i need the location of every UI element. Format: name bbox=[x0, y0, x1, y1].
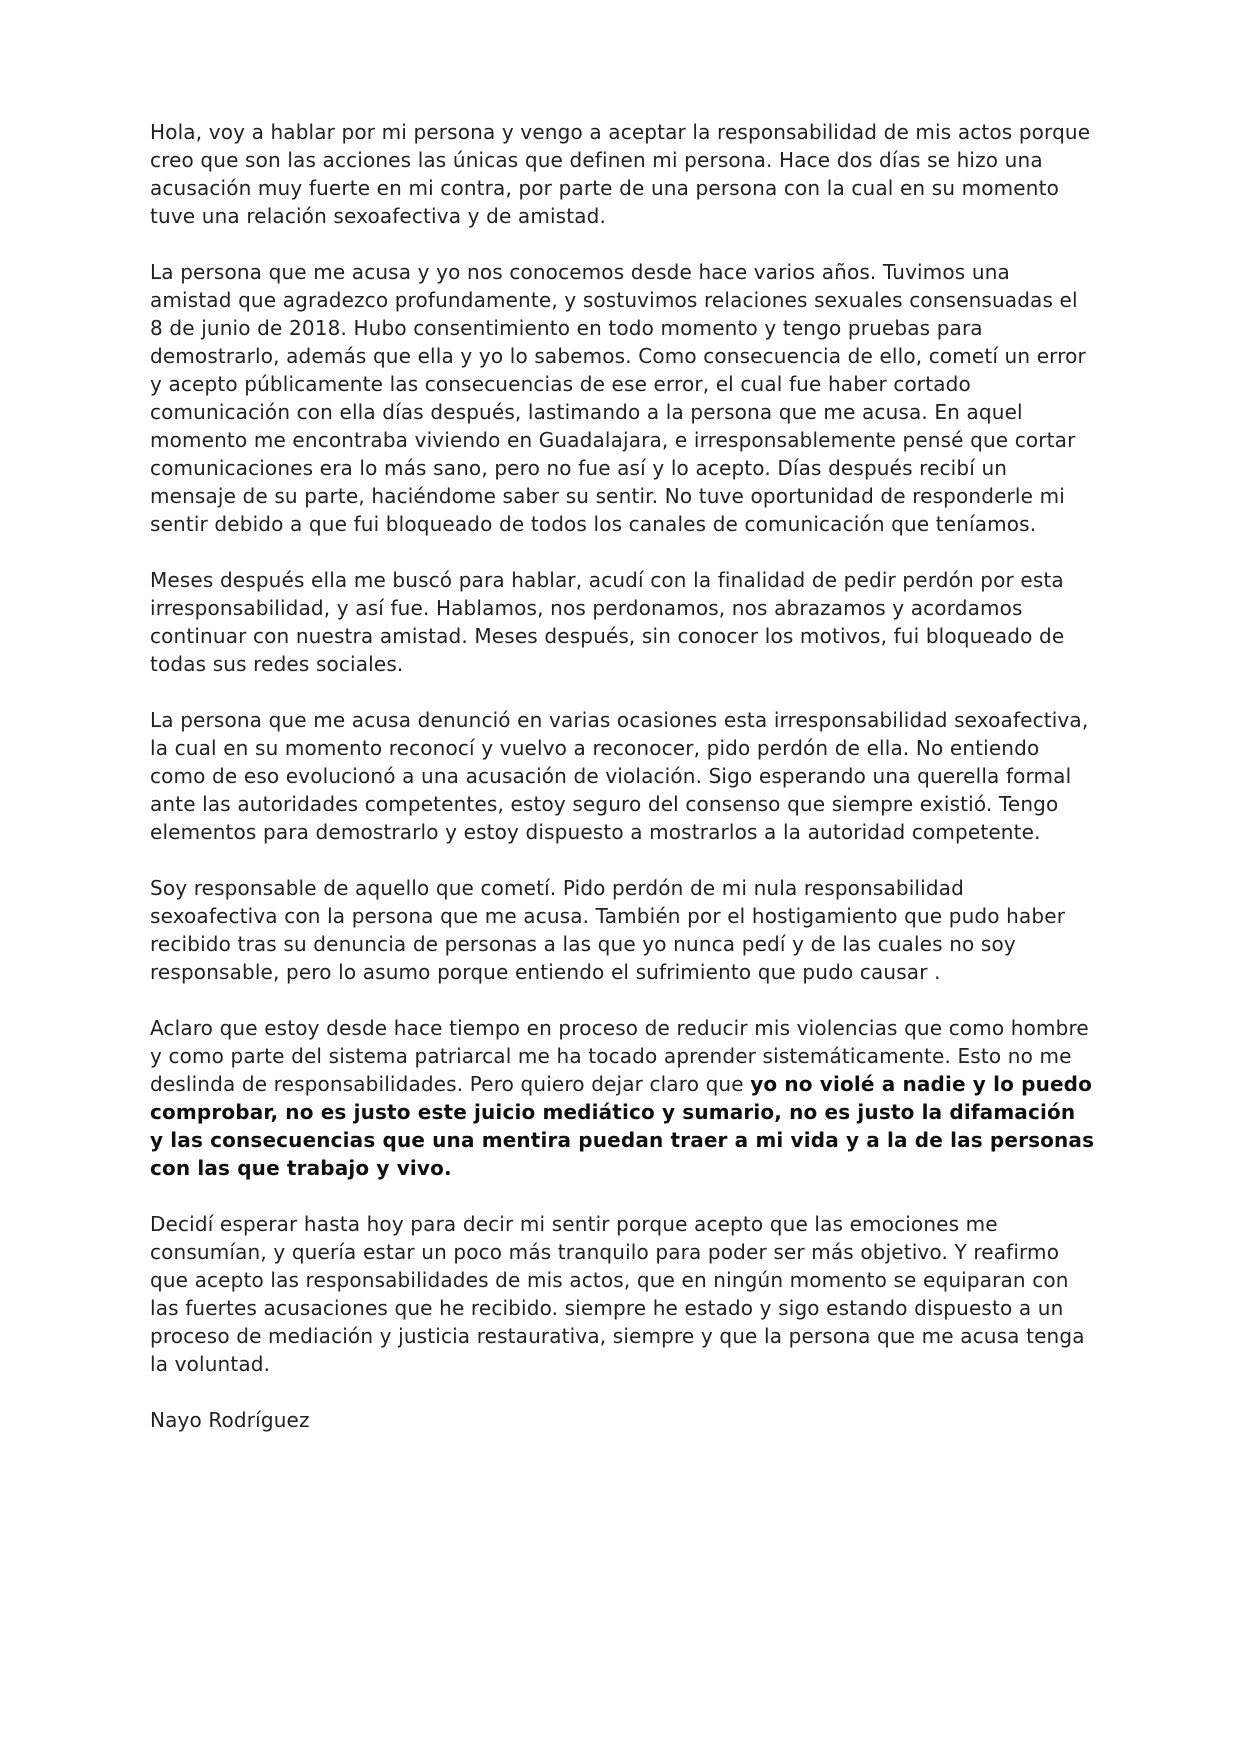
paragraph-intro: Hola, voy a hablar por mi persona y vengo a aceptar la responsabilidad de mis actos porque creo que son las acciones las únicas que definen mi persona. Hace dos días se hizo una acusación muy fuerte en mi contra, por parte de una persona con la cual en su momento tuve una relación sexoafectiva y de amistad. bbox=[150, 120, 1091, 228]
paragraph-closing: Decidí esperar hasta hoy para decir mi sentir porque acepto que las emociones me consumían, y quería estar un poco más tranquilo para poder ser más objetivo. Y reafirmo que acepto las responsabilidades de mis actos, que en ningún momento se equiparan con las fuertes acusaciones que he recibido. siempre he estado y sigo estando dispuesto a un proceso de mediación y justicia restaurativa, siempre y que la persona que me acusa tenga la voluntad. bbox=[150, 1212, 1085, 1376]
clarification-bold-statement: yo no violé a nadie y lo puedo comprobar, no es justo este juicio mediático y sumario, no es justo la difamación y las consecuencias que una mentira puedan traer a mi vida y a la de las personas con las que trabajo y vivo. bbox=[150, 1072, 1095, 1180]
signature: Nayo Rodríguez bbox=[150, 1408, 310, 1432]
letter-body bbox=[150, 118, 1095, 1434]
paragraph-relationship: La persona que me acusa y yo nos conocemos desde hace varios años. Tuvimos una amistad que agradezco profundamente, y sostuvimos relaciones sexuales consensuadas el 8 de junio de 2018. Hubo consentimiento en todo momento y tengo pruebas para demostrarlo, además que ella y yo lo sabemos. Como consecuencia de ello, cometí un error y acepto públicamente las consecuencias de ese error, el cual fue haber cortado comunicación con ella días después, lastimando a la persona que me acusa. En aquel momento me encontraba viviendo en Guadalajara, e irresponsablemente pensé que cortar comunicaciones era lo más sano, pero no fue así y lo acepto. Días después recibí un mensaje de su parte, haciéndome saber su sentir. No tuve oportunidad de responderle mi sentir debido a que fui bloqueado de todos los canales de comunicación que teníamos. bbox=[150, 260, 1086, 536]
paragraph-responsibility: Soy responsable de aquello que cometí. Pido perdón de mi nula responsabilidad sexoafectiva con la persona que me acusa. También por el hostigamiento que pudo haber recibido tras su denuncia de personas a las que yo nunca pedí y de las cuales no soy responsable, pero lo asumo porque entiendo el sufrimiento que pudo causar . bbox=[150, 876, 1066, 984]
paragraph-accusation: La persona que me acusa denunció en varias ocasiones esta irresponsabilidad sexoafectiva, la cual en su momento reconocí y vuelvo a reconocer, pido perdón de ella. No entiendo como de eso evolucionó a una acusación de violación. Sigo esperando una querella formal ante las autoridades competentes, estoy seguro del consenso que siempre existió. Tengo elementos para demostrarlo y estoy dispuesto a mostrarlos a la autoridad competente. bbox=[150, 708, 1089, 844]
paragraph-reconciliation: Meses después ella me buscó para hablar, acudí con la finalidad de pedir perdón por esta irresponsabilidad, y así fue. Hablamos, nos perdonamos, nos abrazamos y acordamos continuar con nuestra amistad. Meses después, sin conocer los motivos, fui bloqueado de todas sus redes sociales. bbox=[150, 568, 1065, 676]
clarification-text: Aclaro que estoy desde hace tiempo en proceso de reducir mis violencias que como hombre y como parte del sistema patriarcal me ha tocado aprender sistemáticamente. Esto no me deslinda de responsabilidades. Pero quiero dejar claro que bbox=[150, 1016, 1089, 1096]
paragraph-clarification bbox=[150, 1014, 1095, 1182]
